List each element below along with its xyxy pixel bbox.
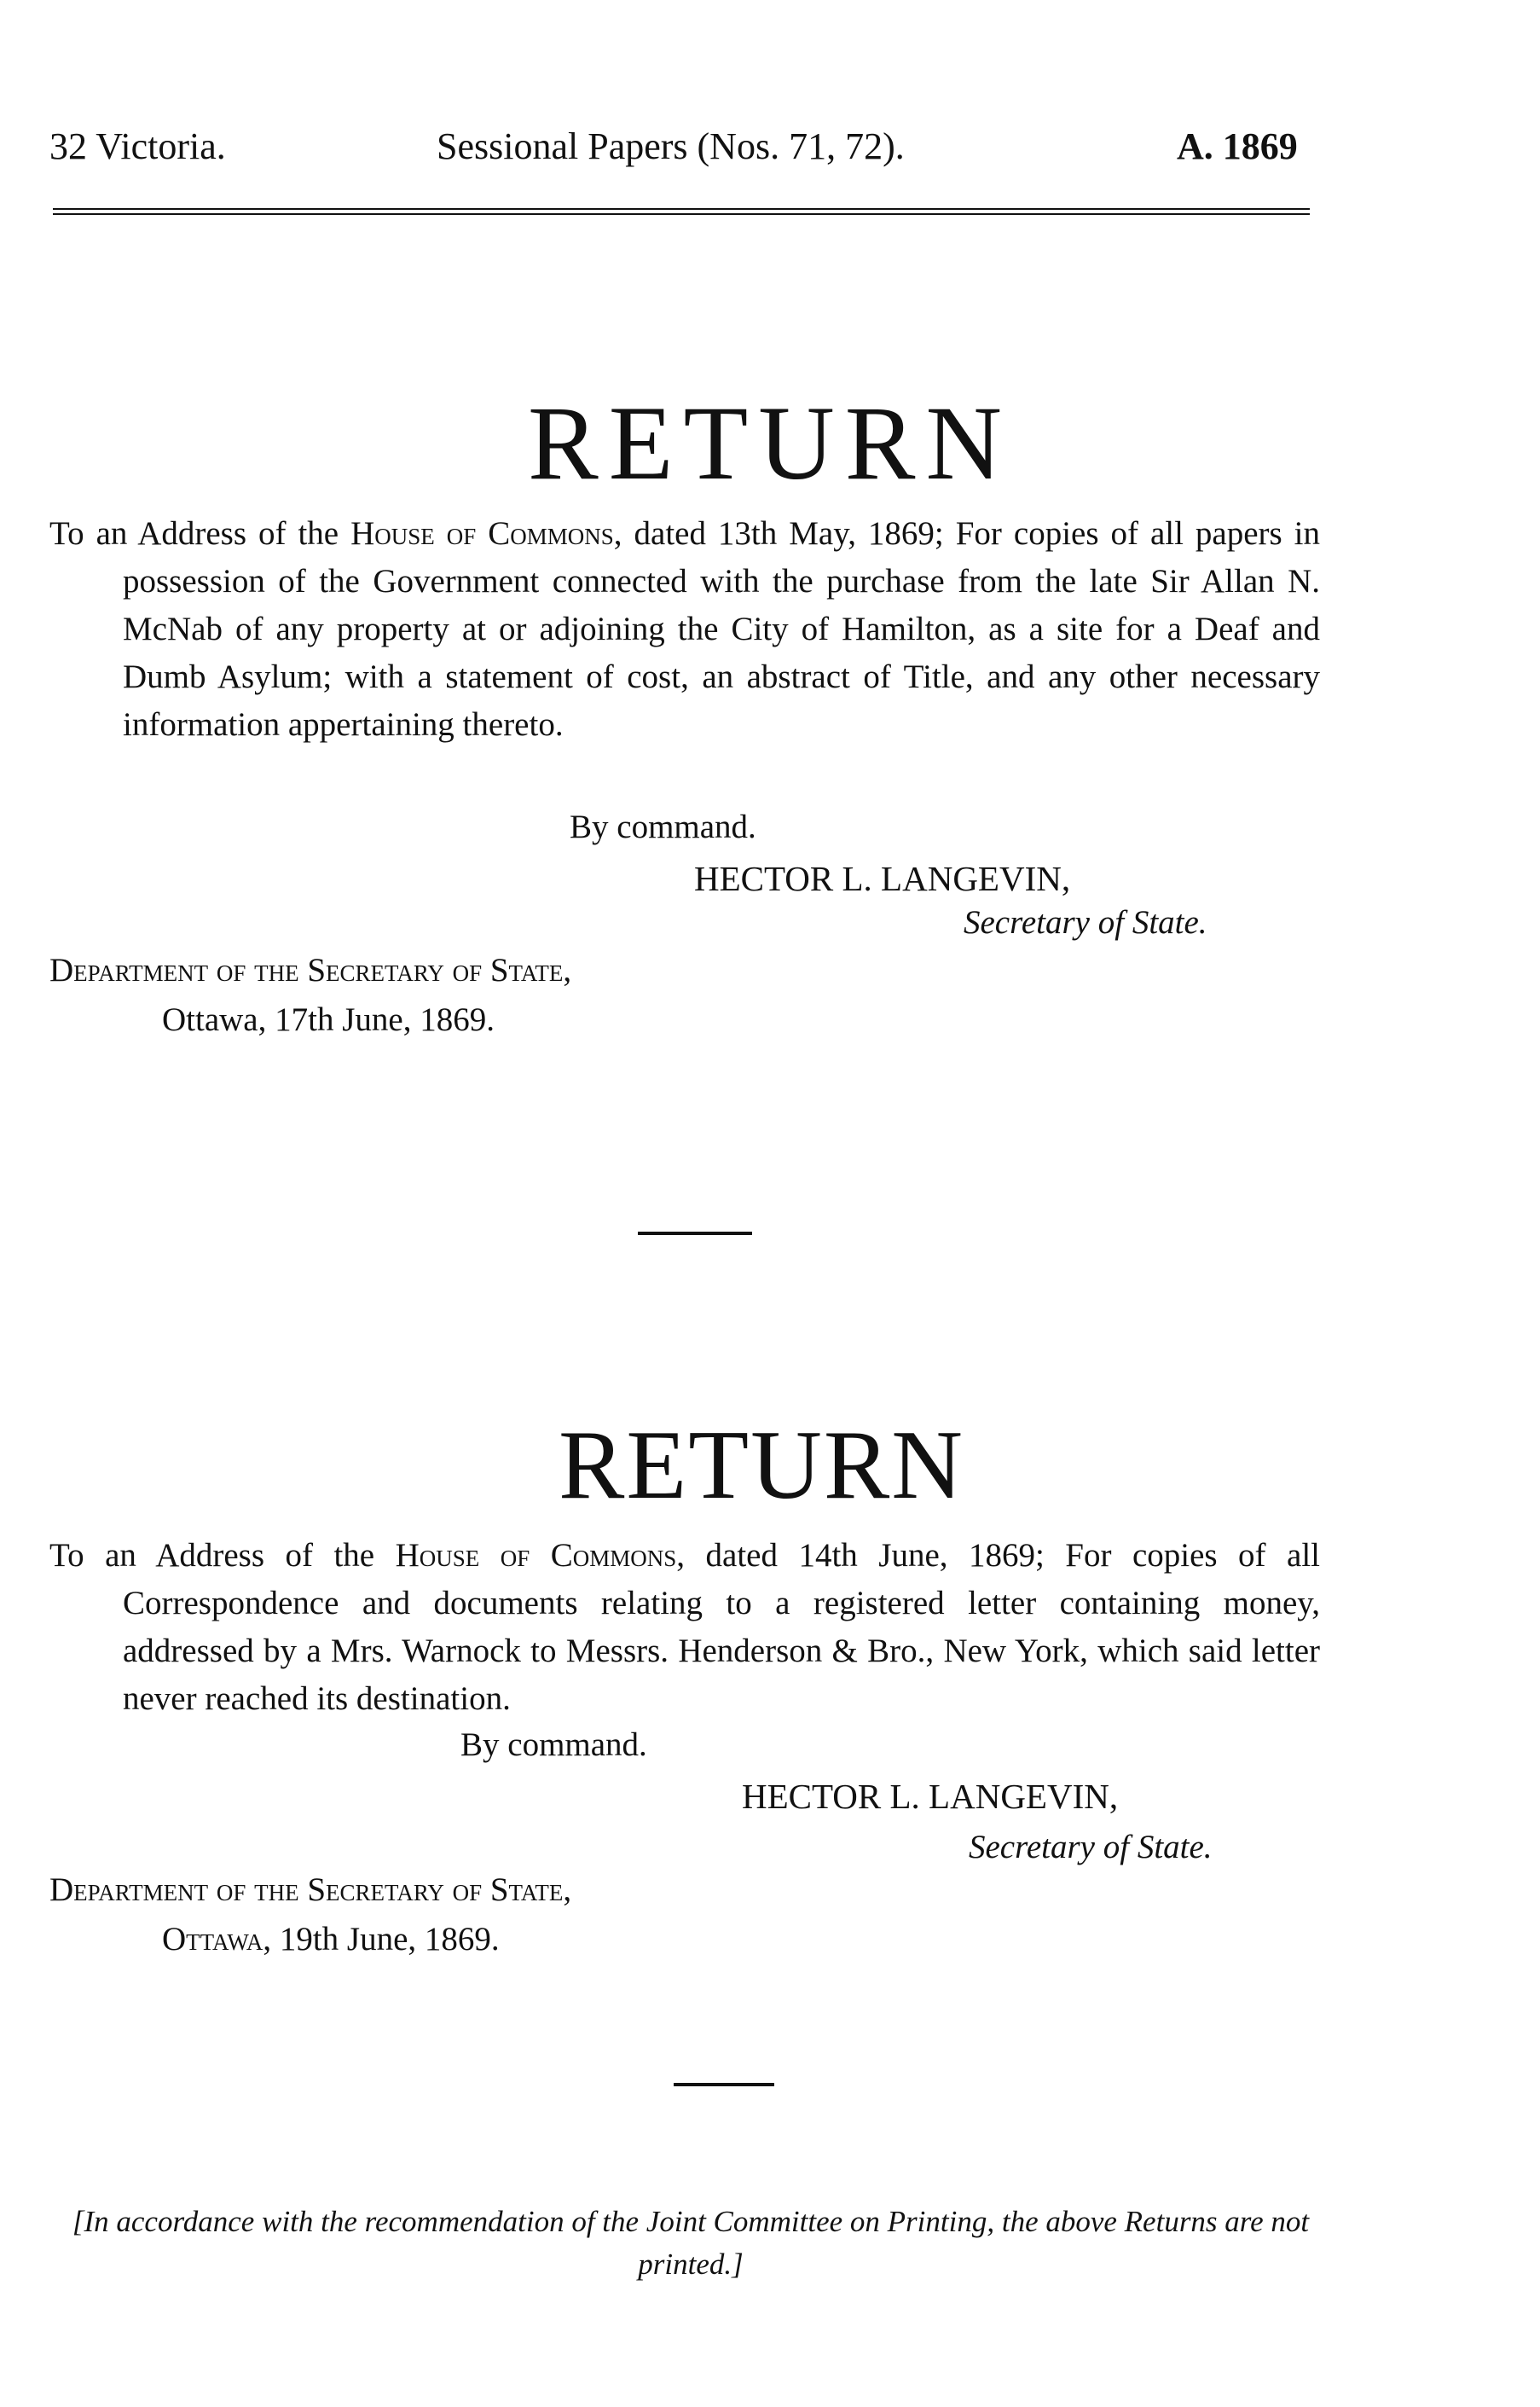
return-2-department: Department of the Secretary of State,: [49, 1871, 572, 1908]
printing-note: [In accordance with the recommendation of the Joint Committee on Printing, the above Returns are not printed.]: [72, 2205, 1310, 2281]
header-double-rule: [53, 208, 1310, 215]
return-2-house: House of Commons: [395, 1537, 677, 1574]
return-2-by-command: By command.: [460, 1726, 647, 1763]
header-year: A. 1869: [1177, 125, 1298, 167]
return-title-2: RETURN: [559, 1411, 964, 1520]
return-2-place-date: [162, 1923, 500, 1956]
return-2-signatory: HECTOR L. LANGEVIN,: [742, 1777, 1119, 1816]
return-2-intro: To an Address of the: [49, 1537, 375, 1574]
return-1-signatory: HECTOR L. LANGEVIN,: [694, 859, 1071, 898]
return-1-office: Secretary of State.: [964, 904, 1207, 941]
return-1-address: [49, 510, 1320, 749]
header-sessional-papers: Sessional Papers (Nos. 71, 72).: [437, 125, 905, 167]
return-2-address: [49, 1532, 1320, 1723]
return-2-place: Ottawa: [162, 1921, 263, 1958]
return-1-body: , dated 13th May, 1869; For copies of all papers in possession of the Government connected with the purchase from the late Sir Allan N. McNab of any property at or adjoining the City of Hamilton, as a site for a Deaf and Dumb Asylum; with a statement of cost, an abstract of Title, and any other necessary information appertaining thereto.: [123, 515, 1321, 743]
return-1-place-date: Ottawa, 17th June, 1869.: [162, 1001, 495, 1038]
header-session: 32 Victoria.: [49, 125, 226, 167]
section-divider-2: [674, 2083, 774, 2086]
return-1-department: Department of the Secretary of State,: [49, 952, 572, 989]
return-title-1: RETURN: [528, 385, 1012, 502]
return-2-date: , 19th June, 1869.: [263, 1921, 500, 1958]
return-1-by-command: By command.: [570, 809, 756, 845]
return-1-house: House of Commons: [350, 515, 614, 552]
return-2-body: , dated 14th June, 1869; For copies of all Correspondence and documents relating to a registered letter containing money, addressed by a Mrs. Warnock to Messrs. Henderson & Bro., New York, which said letter never reached its destination.: [123, 1537, 1320, 1717]
return-1-intro: To an Address of the: [49, 515, 339, 552]
return-2-office: Secretary of State.: [969, 1829, 1213, 1865]
section-divider: [638, 1232, 752, 1235]
